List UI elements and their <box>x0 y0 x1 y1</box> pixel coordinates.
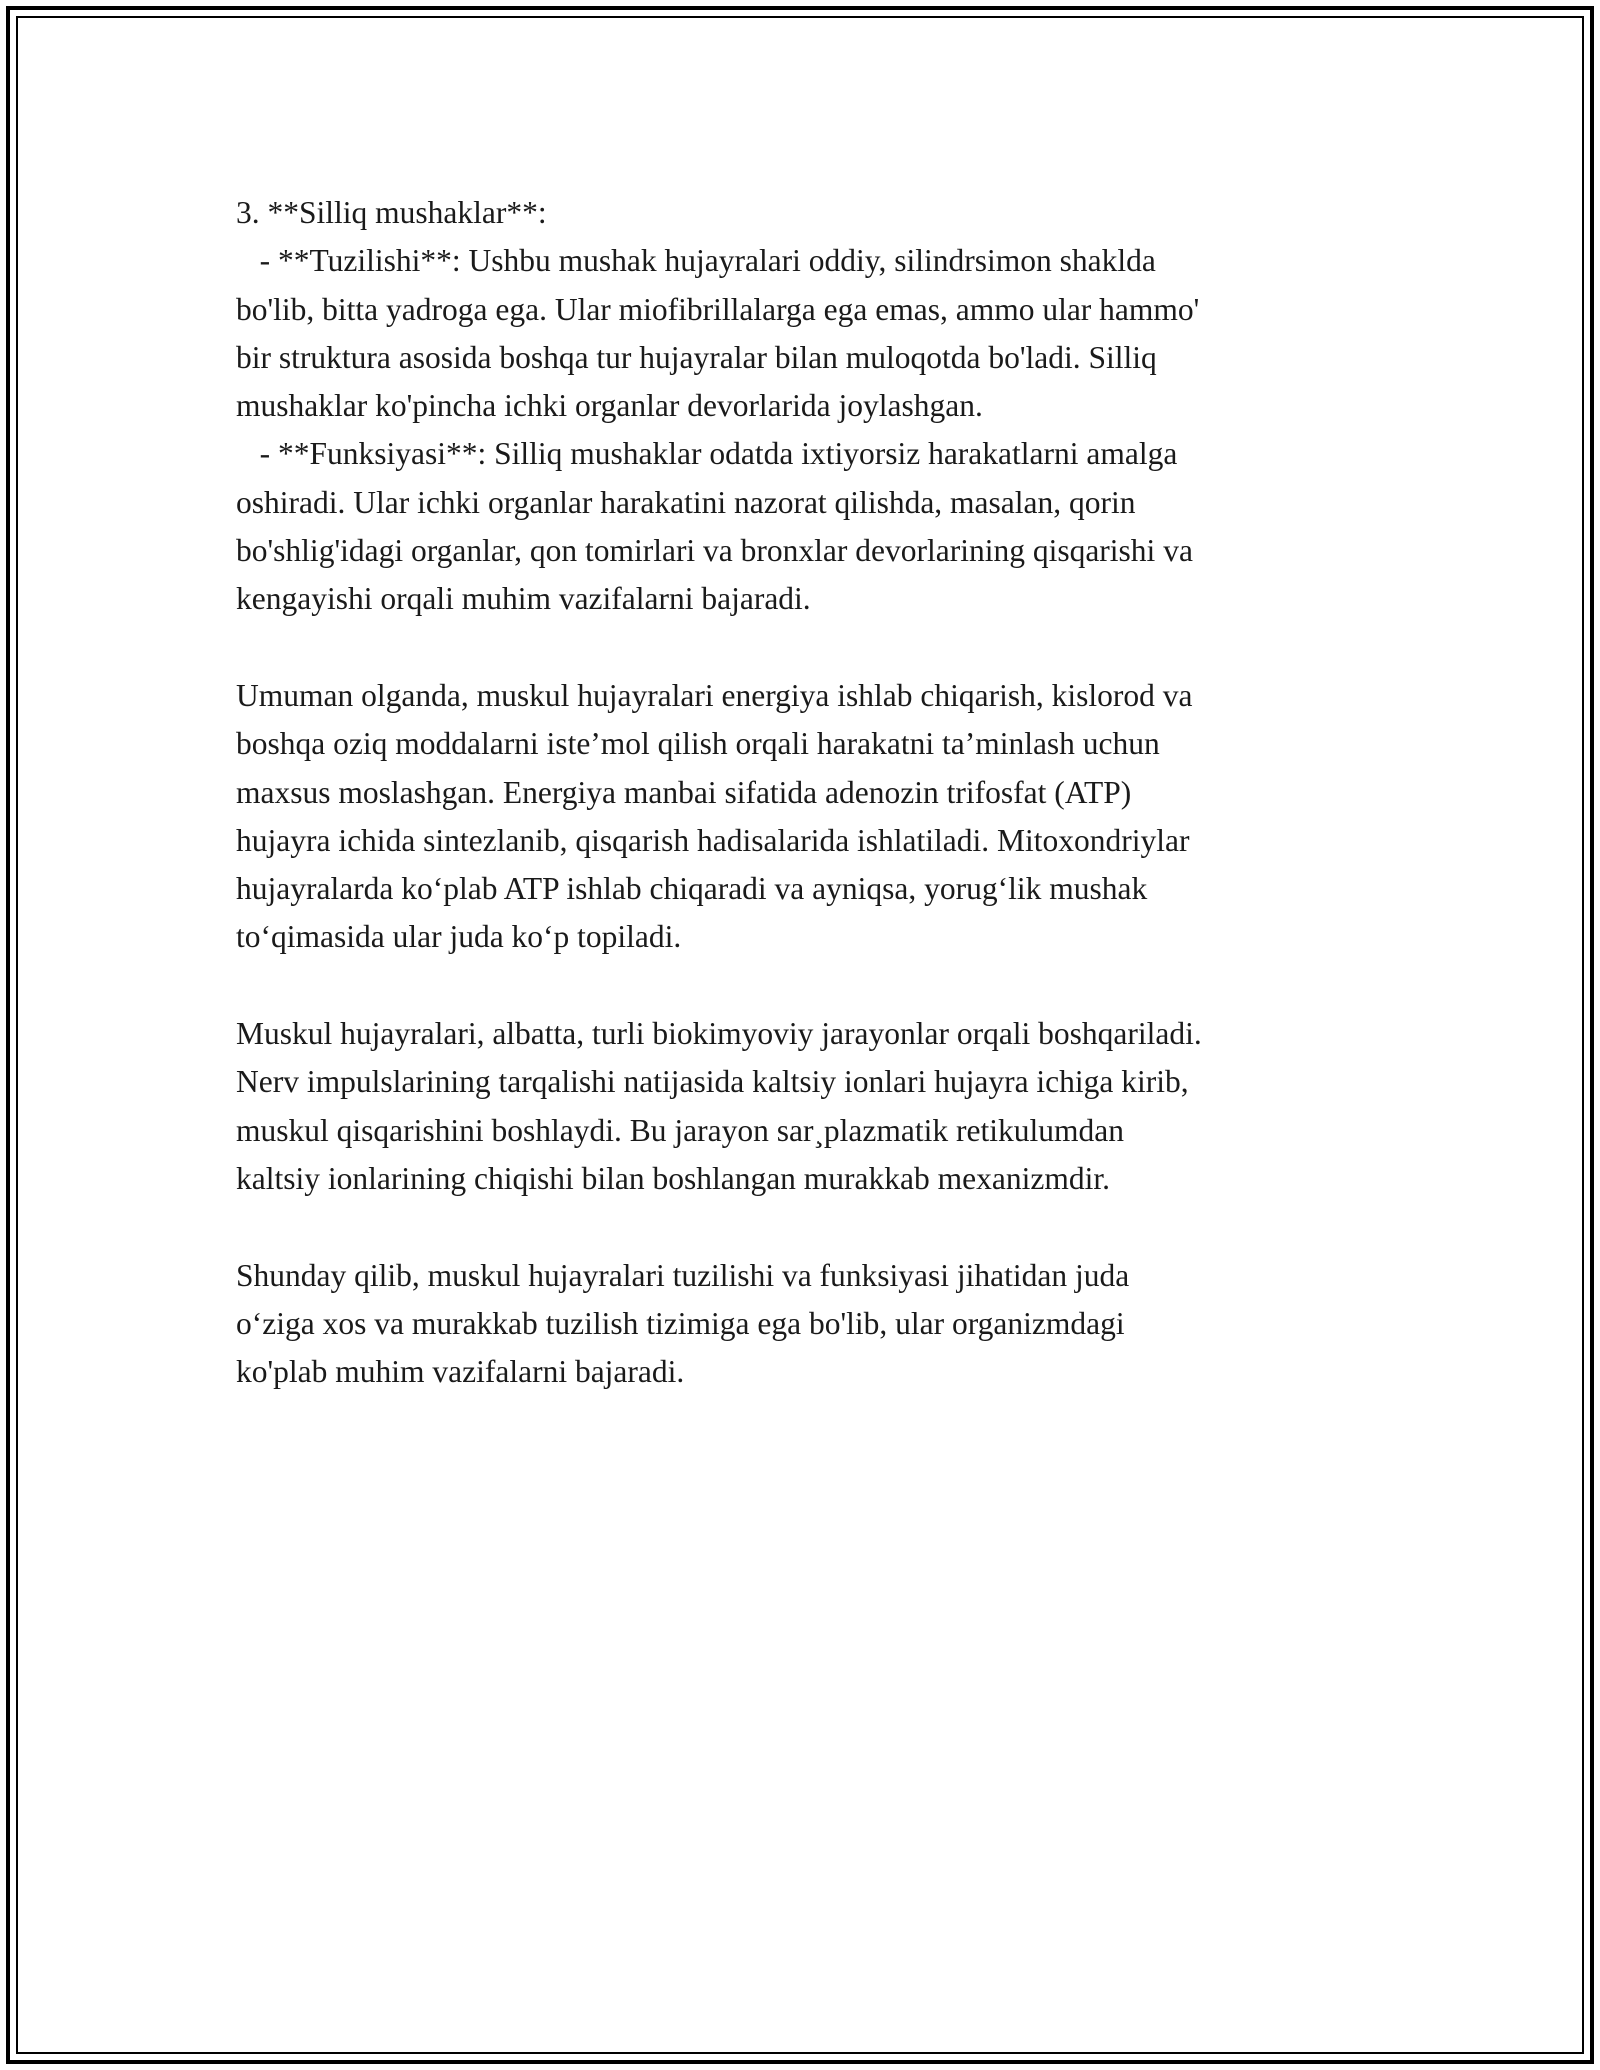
document-body <box>236 189 1376 1396</box>
text-line: Muskul hujayralari, albatta, turli biokimyoviy jarayonlar orqali boshqariladi. <box>236 1016 1202 1052</box>
text-line: Umuman olganda, muskul hujayralari energiya ishlab chiqarish, kislorod va <box>236 677 1193 713</box>
text-line: mushaklar ko'pincha ichki organlar devorlarida joylashgan. <box>236 388 983 424</box>
text-line: maxsus moslashgan. Energiya manbai sifatida adenozin trifosfat (ATP) <box>236 774 1132 810</box>
text-line: o‘ziga xos va murakkab tuzilish tizimiga ega bo'lib, ular organizmdagi <box>236 1305 1125 1341</box>
text-line: to‘qimasida ular juda ko‘p topiladi. <box>236 919 682 955</box>
text-line: hujayra ichida sintezlanib, qisqarish hadisalarida ishlatiladi. Mitoxondriylar <box>236 822 1190 858</box>
text-line: kengayishi orqali muhim vazifalarni bajaradi. <box>236 581 811 617</box>
text-line: Nerv impulslarining tarqalishi natijasida kaltsiy ionlari hujayra ichiga kirib, <box>236 1064 1189 1100</box>
text-line: Shunday qilib, muskul hujayralari tuzilishi va funksiyasi jihatidan juda <box>236 1257 1130 1293</box>
paragraph-regulation <box>236 1010 1376 1203</box>
text-line: - **Tuzilishi**: Ushbu mushak hujayralari oddiy, silindrsimon shaklda <box>236 243 1156 279</box>
text-line: bir struktura asosida boshqa tur hujayralar bilan muloqotda bo'ladi. Silliq <box>236 339 1157 375</box>
text-line: muskul qisqarishini boshlaydi. Bu jarayon sar¸plazmatik retikulumdan <box>236 1112 1124 1148</box>
paragraph-conclusion <box>236 1252 1376 1397</box>
paragraph-smooth-muscles <box>236 189 1376 624</box>
text-line: 3. **Silliq mushaklar**: <box>236 195 547 230</box>
paragraph-gap <box>236 1203 1376 1251</box>
text-line: oshiradi. Ular ichki organlar harakatini nazorat qilishda, masalan, qorin <box>236 484 1136 520</box>
text-line: - **Funksiyasi**: Silliq mushaklar odatda ixtiyorsiz harakatlarni amalga <box>236 436 1178 472</box>
text-line: bo'lib, bitta yadroga ega. Ular miofibrillalarga ega emas, ammo ular hammo' <box>236 291 1200 327</box>
paragraph-gap <box>236 624 1376 672</box>
paragraph-energy <box>236 672 1376 962</box>
text-line: kaltsiy ionlarining chiqishi bilan boshlangan murakkab mexanizmdir. <box>236 1160 1110 1196</box>
text-line: boshqa oziq moddalarni iste’mol qilish orqali harakatni ta’minlash uchun <box>236 726 1160 762</box>
paragraph-gap <box>236 962 1376 1010</box>
text-line: ko'plab muhim vazifalarni bajaradi. <box>236 1354 685 1390</box>
text-line: hujayralarda ko‘plab ATP ishlab chiqaradi va ayniqsa, yorug‘lik mushak <box>236 871 1148 907</box>
text-line: bo'shlig'idagi organlar, qon tomirlari va bronxlar devorlarining qisqarishi va <box>236 533 1193 569</box>
